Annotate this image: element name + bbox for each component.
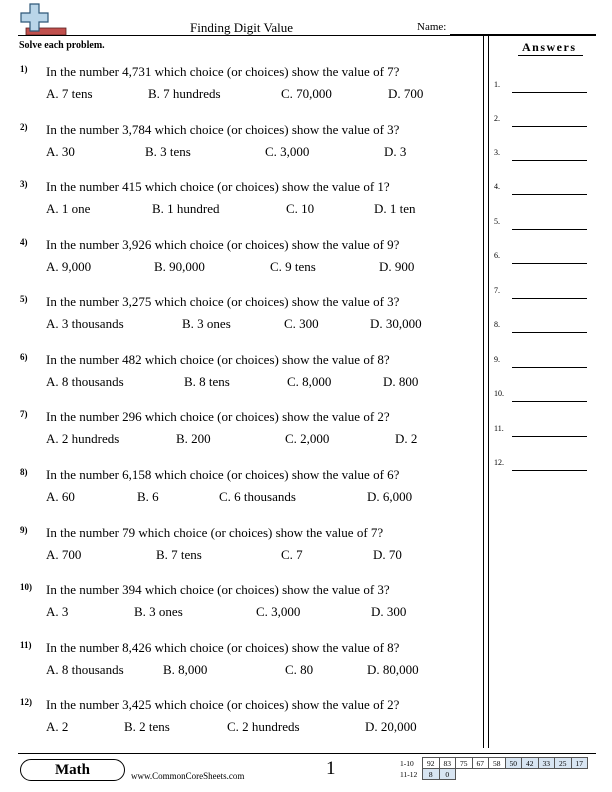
answer-line[interactable] [512,367,587,368]
choice-b: B. 1 hundred [152,201,220,216]
problem-number: 11) [20,640,32,650]
problem-12 [20,697,480,737]
problem-9 [20,525,480,565]
choice-b: B. 3 ones [134,604,183,619]
answer-number: 4. [494,182,500,191]
answer-slot-12 [494,458,594,472]
choice-a: A. 2 hundreds [46,431,120,446]
problem-11 [20,640,480,680]
choice-d: D. 2 [395,431,418,446]
problem-10 [20,582,480,622]
score-cell: 75 [456,758,473,769]
problem-question: In the number 6,158 which choice (or choices) show the value of 6? [46,467,400,482]
score-row-label: 11-12 [400,769,418,779]
choice-c: C. 7 [281,547,303,562]
answer-number: 1. [494,80,500,89]
choice-b: B. 3 ones [182,316,231,331]
answer-line[interactable] [512,298,587,299]
score-cell: 67 [472,758,489,769]
choice-a: A. 9,000 [46,259,92,274]
score-cell: 25 [555,758,572,769]
problem-number: 9) [20,525,28,535]
answer-number: 11. [494,424,504,433]
problem-number: 2) [20,122,28,132]
answer-line[interactable] [512,126,587,127]
choice-c: C. 3,000 [265,144,310,159]
answer-line[interactable] [512,332,587,333]
choice-d: D. 900 [379,259,415,274]
problem-number: 8) [20,467,28,477]
problem-number: 6) [20,352,28,362]
score-cell: 92 [423,758,440,769]
choice-a: A. 8 thousands [46,662,124,677]
answer-number: 6. [494,251,500,260]
problem-5 [20,294,480,334]
name-label: Name: [417,21,447,33]
answer-slot-8 [494,320,594,334]
choice-d: D. 6,000 [367,489,413,504]
answer-number: 10. [494,389,504,398]
answer-slot-3 [494,148,594,162]
instructions: Solve each problem. [19,40,105,51]
problem-question: In the number 296 which choice (or choices) show the value of 2? [46,409,390,424]
answer-slot-11 [494,424,594,438]
answers-heading-underline [518,55,583,56]
problem-number: 3) [20,179,28,189]
problem-7 [20,409,480,449]
answer-line[interactable] [512,401,587,402]
answer-line[interactable] [512,436,587,437]
score-cell: 0 [439,769,456,780]
page-title: Finding Digit Value [190,20,294,35]
choice-b: B. 8,000 [163,662,208,677]
answer-slot-9 [494,355,594,369]
choice-d: D. 700 [388,86,424,101]
choice-d: D. 300 [371,604,407,619]
page-number: 1 [326,758,336,779]
answer-line[interactable] [512,229,587,230]
problem-number: 5) [20,294,28,304]
score-cell: 83 [439,758,456,769]
choice-d: D. 70 [373,547,402,562]
score-row [400,769,588,780]
answer-number: 3. [494,148,500,157]
problem-number: 7) [20,409,28,419]
score-cell: 17 [571,758,588,769]
problem-number: 12) [20,697,32,707]
subject-badge: Math [20,759,125,781]
problem-question: In the number 4,731 which choice (or choices) show the value of 7? [46,64,400,79]
score-cell: 50 [505,758,522,769]
choice-d: D. 1 ten [374,201,416,216]
answer-line[interactable] [512,160,587,161]
choice-c: C. 6 thousands [219,489,296,504]
problem-number: 4) [20,237,28,247]
problem-question: In the number 8,426 which choice (or choices) show the value of 8? [46,640,400,655]
answer-number: 9. [494,355,500,364]
answer-line[interactable] [512,194,587,195]
choice-b: B. 200 [176,431,211,446]
problem-question: In the number 3,425 which choice (or choices) show the value of 2? [46,697,400,712]
problem-question: In the number 3,275 which choice (or choices) show the value of 3? [46,294,400,309]
answer-line[interactable] [512,263,587,264]
choice-a: A. 30 [46,144,75,159]
problem-question: In the number 482 which choice (or choices) show the value of 8? [46,352,390,367]
answer-number: 2. [494,114,500,123]
answer-slot-4 [494,182,594,196]
answer-slot-10 [494,389,594,403]
answer-column-divider-inner [488,36,489,748]
choice-a: A. 3 [46,604,69,619]
answer-number: 5. [494,217,500,226]
choice-a: A. 7 tens [46,86,93,101]
choice-b: B. 90,000 [154,259,205,274]
choice-a: A. 8 thousands [46,374,124,389]
problem-3 [20,179,480,219]
choice-c: C. 8,000 [287,374,332,389]
problem-question: In the number 394 which choice (or choices) show the value of 3? [46,582,390,597]
score-row [400,758,588,769]
choice-a: A. 60 [46,489,75,504]
choice-c: C. 300 [284,316,319,331]
header-divider [18,35,596,36]
problem-1 [20,64,480,104]
choice-c: C. 10 [286,201,315,216]
choice-b: B. 8 tens [184,374,230,389]
problem-number: 1) [20,64,28,74]
answer-slot-7 [494,286,594,300]
choice-d: D. 30,000 [370,316,422,331]
problem-4 [20,237,480,277]
footer-divider [18,753,596,754]
score-cell: 58 [489,758,506,769]
answer-line[interactable] [512,470,587,471]
answer-number: 8. [494,320,500,329]
answers-heading: Answers [522,40,577,54]
problem-8 [20,467,480,507]
choice-d: D. 80,000 [367,662,419,677]
answer-slot-1 [494,80,594,94]
choice-d: D. 3 [384,144,407,159]
choice-a: A. 1 one [46,201,91,216]
score-cell: 33 [538,758,555,769]
website-link[interactable]: www.CommonCoreSheets.com [131,771,245,781]
choice-d: D. 800 [383,374,419,389]
answer-slot-6 [494,251,594,265]
answer-column-divider [483,36,484,748]
score-row-label: 1-10 [400,758,414,768]
plus-logo-icon [18,2,70,36]
score-cell: 42 [522,758,539,769]
choice-b: B. 2 tens [124,719,170,734]
problem-2 [20,122,480,162]
choice-c: C. 2 hundreds [227,719,300,734]
choice-d: D. 20,000 [365,719,417,734]
choice-c: C. 80 [285,662,314,677]
choice-b: B. 6 [137,489,159,504]
choice-b: B. 3 tens [145,144,191,159]
choice-c: C. 70,000 [281,86,332,101]
choice-a: A. 700 [46,547,82,562]
problem-6 [20,352,480,392]
answer-number: 7. [494,286,500,295]
problem-question: In the number 79 which choice (or choices) show the value of 7? [46,525,384,540]
choice-a: A. 3 thousands [46,316,124,331]
score-cell: 8 [423,769,440,780]
problem-question: In the number 3,784 which choice (or choices) show the value of 3? [46,122,400,137]
choice-c: C. 3,000 [256,604,301,619]
choice-c: C. 2,000 [285,431,330,446]
problem-number: 10) [20,582,32,592]
choice-b: B. 7 hundreds [148,86,221,101]
answer-line[interactable] [512,92,587,93]
choice-b: B. 7 tens [156,547,202,562]
answer-slot-2 [494,114,594,128]
choice-a: A. 2 [46,719,69,734]
choice-c: C. 9 tens [270,259,316,274]
score-table [400,757,588,780]
problem-question: In the number 415 which choice (or choices) show the value of 1? [46,179,390,194]
answer-slot-5 [494,217,594,231]
problem-question: In the number 3,926 which choice (or choices) show the value of 9? [46,237,400,252]
answer-number: 12. [494,458,504,467]
